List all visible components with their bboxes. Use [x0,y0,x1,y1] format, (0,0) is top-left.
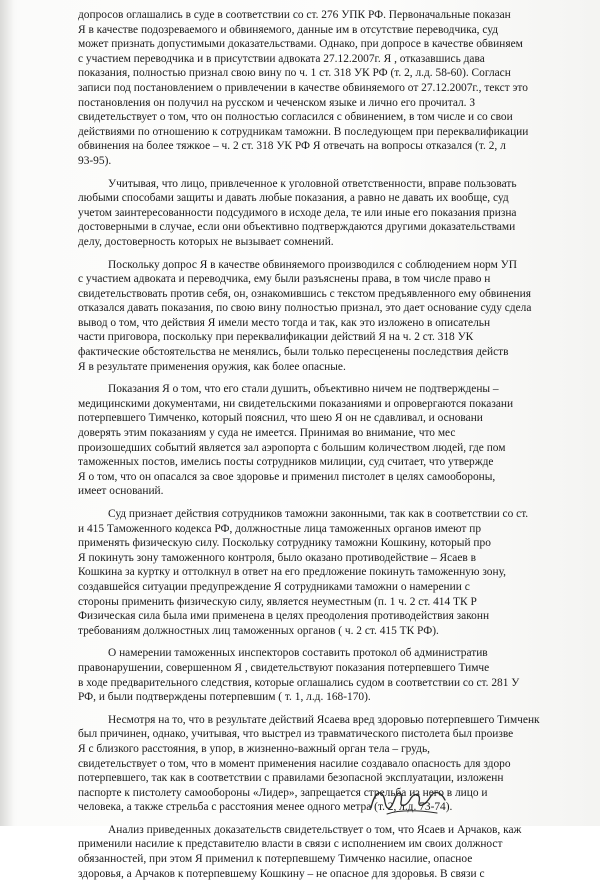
text-line: свидетельствует о том, что он полностью согласился с обвинением, в том числе и со свои [78,111,513,124]
text-line: Показания Я о том, что его стали душить, объективно ничем не подтверждены – [108,383,499,396]
text-line: Я о том, что он опасался за свое здоровье и применил пистолет в целях самообороны, [78,470,496,483]
text-line: 93-95). [78,154,112,167]
text-line: Суд признает действия сотрудников таможни законными, так как в соответствии со ст. [108,508,529,520]
text-line: записи под постановлением о привлечении в качестве обвиняемого от 27.12.2007г., текст это [78,81,528,94]
text-line: допросов оглашались в суде в соответствии со ст. 276 УПК РФ. Первоначальные показан [78,9,511,21]
paragraph [78,823,606,881]
text-line: стороны применить физическую силу, является неуместным (п. 1 ч. 2 ст. 414 ТК Р [78,595,477,608]
document-body [78,8,606,881]
text-line: Я в результате применения оружия, как более опасные. [78,360,346,373]
text-line: свидетельствует о том, что в момент применения насилие создавало опасность для здоро [78,757,511,770]
text-line: Я покинуть зону таможенного контроля, было оказано противодействие – Ясаев в [78,551,477,564]
paragraph [78,713,606,815]
text-line: показания, полностью признал свою вину по ч. 1 ст. 318 УК РФ (т. 2, л.д. 58-60). Согласн [78,67,511,80]
paragraph [78,507,606,638]
text-line: обвинения на более тяжкое – ч. 2 ст. 318 УК РФ Я отвечать на вопросы отказался (т. 2, л [78,140,506,153]
text-line: фактические обстоятельства не менялись, были только пересценены последствия действ [78,346,509,359]
text-line: достоверными в случае, если они объективно подтверждаются другими доказательствами [78,221,516,234]
handwritten-signature [365,780,455,820]
text-line: произошедших событий является зал аэропорта с большим количеством людей, где пом [78,441,506,454]
text-line: вывод о том, что действия Я имели место тогда и так, как это изложено в описательн [78,316,491,329]
text-line: может признать допустимыми доказательствами. Однако, при допросе в качестве обвиняем [78,38,523,51]
text-line: Физическая сила была ими применена в целях преодоления противодействия законн [78,610,490,623]
page-edge-shadow [0,0,14,826]
text-line: Анализ приведенных доказательств свидетельствует о том, что Ясаев и Арчаков, каж [108,823,522,836]
text-line: здоровья, а Арчаков к потерпевшему Кошкину – не опасное для здоровья. В связи с [78,867,485,880]
text-line: РФ, и были подтверждены потерпевшим ( т. 1, л.д. 168-170). [78,691,371,704]
text-line: и 415 Таможенного кодекса РФ, должностные лица таможенных органов имеют пр [78,522,482,535]
text-line: правонарушении, совершенном Я , свидетельствуют показания потерпевшего Тимче [78,661,490,674]
text-line: отказался давать показания, по свою вину полностью признал, это дает основание суду сдела [78,302,532,315]
paragraph [78,258,606,375]
text-line: с участием адвоката и переводчика, ему были разъяснены права, в том числе право н [78,273,491,286]
text-line: медицинскими документами, ни свидетельскими показаниями и опровергаются показани [78,397,514,410]
text-line: учетом заинтересованности подсудимого в исходе дела, те или иные его показания призна [78,206,517,219]
text-line: делу, достоверность которых не вызывает сомнений. [78,235,334,248]
text-line: свидетельствовать против себя, он, ознакомившись с текстом предъявленного ему обвинения [78,287,531,300]
text-line: доверять этим показаниям у суда не имеется. Принимая во внимание, что мес [78,427,456,440]
text-line: любыми способами защиты и давать любые показания, а равно не давать их вообще, суд [78,192,509,205]
paragraph [78,646,606,704]
text-line: части приговора, поскольку при переквалификации действий Я на ч. 2 ст. 318 УК [78,331,474,344]
text-line: применили насилие к представителю власти в связи с исполнением им своих должност [78,838,503,851]
text-line: Учитывая, что лицо, привлеченное к уголовной ответственности, вправе пользовать [108,177,517,190]
text-line: постановления он получил на русском и чеченском языке и лично его прочитал. З [78,96,476,109]
text-line: имеет оснований. [78,485,164,498]
text-line: с участием переводчика и в присутствии адвоката 27.12.2007г. Я , отказавшись дава [78,52,485,65]
text-line: потерпевшего, так как в соответствии с правилами безопасной эксплуатации, изложенн [78,772,504,785]
text-line: в ходе предварительного следствия, которые оглашались судом в соответствии со ст. 281 У [78,676,520,689]
text-line: Я с близкого расстояния, в упор, в жизненно-важный орган тела – грудь, [78,742,430,755]
text-line: О намерении таможенных инспекторов составить протокол об административ [108,647,488,660]
text-line: таможенных постов, имелись посты сотрудников милиции, суд считает, что утвержде [78,456,494,469]
paragraph [78,8,606,169]
text-line: потерпевшего Тимченко, который пояснил, что шею Я он не сдавливал, и основани [78,412,483,425]
text-line: Поскольку допрос Я в качестве обвиняемого производился с соблюдением норм УП [108,258,517,271]
text-line: человека, а также стрельба с расстояния менее одного метра (т. 2, л.д. 73-74). [78,801,453,814]
text-line: действиями по отношению к сотрудникам таможни. В последующем при переквалификации [78,125,529,138]
text-line: Кошкина за куртку и оттолкнул в ответ на его предложение покинуть таможенную зону, [78,566,506,579]
text-line: Несмотря на то, что в результате действий Ясаева вред здоровью потерпевшего Тимченк [108,713,540,726]
text-line: Я в качестве подозреваемого и обвиняемого, данные им в отсутствие переводчика, суд [78,23,499,36]
text-line: создавшейся ситуации предупреждение Я сотрудниками таможни о намерении с [78,580,470,593]
text-line: применять физическую силу. Поскольку сотруднику таможни Кошкину, который про [78,537,491,550]
text-line: паспорте к пистолету самообороны «Лидер», запрещается стрельба из него в лицо и [78,786,488,799]
paragraph [78,177,606,250]
text-line: был причинен, однако, учитывая, что выстрел из травматического пистолета был произве [78,728,514,741]
paragraph [78,382,606,499]
text-line: требованиям должностных лиц таможенных органов ( ч. 2 ст. 415 ТК РФ). [78,624,439,637]
text-line: обязанностей, при этом Я применил к потерпевшему Тимченко насилие, опасное [78,853,473,866]
